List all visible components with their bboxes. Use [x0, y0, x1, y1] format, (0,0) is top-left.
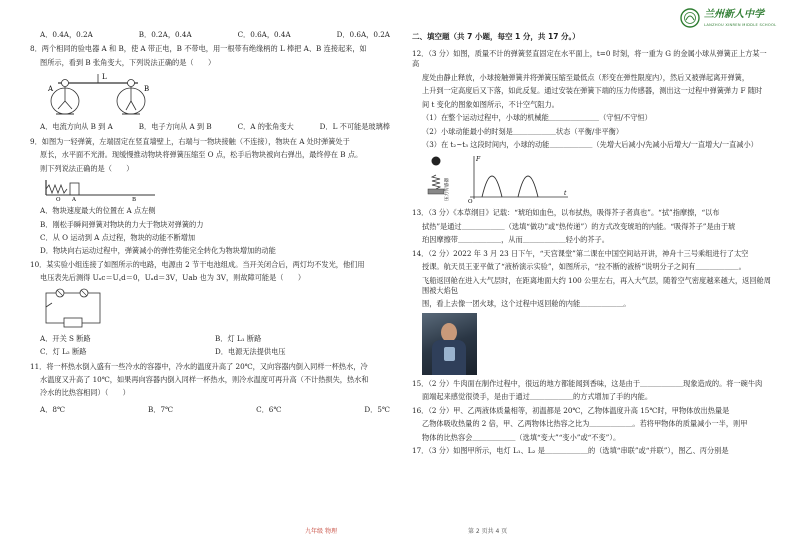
logo-text: 兰州新人中学 [704, 9, 764, 21]
q10-stem-1: 10．某实验小组连接了如图所示的电路，电源由 2 节干电池组成。当开关闭合后，两灯均不发光，他们用 [30, 259, 365, 269]
q13-stem-3: 珀因摩擦带＿＿＿＿＿＿，从而＿＿＿＿＿＿轻小的芥子。 [422, 235, 609, 245]
page-number: 第 2 页共 4 页 [468, 528, 508, 535]
logo-subtitle: LANZHOU XINREN MIDDLE SCHOOL [704, 22, 777, 27]
q7-choices [30, 30, 390, 40]
q9-stem-1: 9．如图为一轻弹簧，左端固定在竖直墙壁上，右端与一物块接触（不连接），物块在 A 处时弹簧处于 [30, 136, 350, 146]
question-12 [412, 49, 772, 204]
q10-choice-b: B．灯 L₁ 断路 [215, 333, 262, 343]
footer-grade: 九年级 [305, 528, 324, 535]
label-l: L [102, 73, 107, 82]
q13-stem-2: 拭热”是通过＿＿＿＿＿＿（选填“做功”或“热传递”）的方式改变琥珀的内能。“吸得芥子”是由于琥 [422, 221, 736, 231]
q8-stem-1: 8．两个相同的验电器 A 和 B，使 A 带正电，B 不带电，用一根带有绝缘柄的 L 棒把 A、B 连接起来，如 [30, 44, 367, 54]
q11-choices [30, 405, 390, 415]
q17-stem-1: 17．（3 分）如图甲所示，电灯 L₁、L₂ 是＿＿＿＿＿＿的（选填“串联”或“并联”），图乙、丙分别是 [412, 446, 729, 456]
astronaut-photo [422, 313, 477, 375]
q10-choice-d: D．电源无法提供电压 [215, 347, 286, 357]
section-title: 二、填空题（共 7 小题，每空 1 分，共 17 分。） [412, 32, 580, 41]
label-o: O [56, 197, 61, 202]
q12-sub-1: （1）在整个运动过程中，小球的机械能＿＿＿＿＿＿＿（守恒/不守恒） [422, 113, 652, 123]
q10-choices [30, 334, 390, 358]
label-b: B [132, 197, 137, 202]
graph-f-label: F [476, 156, 481, 164]
q7-choice-d: D．0.6A，0.2A [336, 30, 390, 39]
q12-stem-2: 度处由静止释放，小球接触弹簧并将弹簧压缩至最低点（形变在弹性限度内），然后又被弹起离开弹簧， [422, 72, 750, 82]
q14-stem-1: 14．（2 分）2022 年 3 月 23 日下午，“天宫课堂”第二课在中国空间站开讲，神舟十三号乘组进行了太空 [412, 248, 749, 258]
q7-choice-c: C．0.6A，0.4A [237, 30, 291, 39]
q12-stem-4: 间 t 变化的图象如图所示，不计空气阻力。 [422, 99, 559, 109]
label-a: A [72, 197, 76, 202]
q10-choice-a: A．开关 S 断路 [40, 333, 91, 343]
left-column [30, 30, 390, 419]
q8-stem-2: 图所示，看到 B 张角变大，下列说法正确的是（ ） [40, 57, 216, 67]
graph-o-label: O [468, 199, 473, 204]
q12-sub-3: （3）在 t₂~t₃ 这段时间内，小球的动能＿＿＿＿＿＿（先增大后减小/先减小后增大/一直增大/一直减小） [422, 139, 758, 149]
q10-choice-c: C．灯 L₂ 断路 [40, 347, 87, 357]
q9-choice-d: D．物块向右运动过程中，弹簧减小的弹性势能完全转化为物块增加的动能 [40, 246, 276, 256]
q14-stem-4: 围，看上去像一团火球，这个过程中返回舱的内能＿＿＿＿＿＿。 [422, 299, 631, 309]
q9-stem-3: 则下列说法正确的是（ ） [40, 163, 134, 173]
question-15 [412, 379, 772, 403]
q8-choice-a: A．电流方向从 B 到 A [40, 122, 113, 132]
question-8 [30, 44, 390, 132]
q14-stem-3: 飞船返回舱在进入大气层时，在距离地面大约 100 公里左右，再入大气层，随着空气密度越来越大，返回舱周围被大焰包 [422, 275, 771, 295]
q11-choice-a: A．8℃ [40, 404, 65, 414]
q12-stem-3: 上升到一定高度后又下落，如此反复。通过安装在弹簧下端的压力传感器，测出这一过程中弹簧弹力 F 随时 [422, 86, 763, 96]
q16-stem-1: 16．（2 分）甲、乙两液体质量相等，初温都是 20℃，乙物体温度升高 15℃时，甲物体放出热量是 [412, 405, 730, 415]
q13-stem-1: 13．（3 分）《本草纲目》记载：“琥珀如血色，以布拭热，吸得芥子者真也”。“拭”指摩擦，“以布 [412, 208, 720, 218]
footer-subject: 物理 [324, 528, 337, 535]
q10-stem-2: 电压表先后测得 Uₐc＝U꜀d＝0，Uₐd＝3V，Uab 也为 3V，则故障可能是（ ） [40, 273, 306, 283]
spring-block-figure [40, 177, 160, 201]
question-9 [30, 137, 390, 257]
q11-stem-3: 冷水的比热容相同）（ ） [40, 388, 130, 398]
q15-stem-1: 15．（2 分）牛肉面在制作过程中，很远的地方都能闻到香味，这是由于＿＿＿＿＿＿现象造成的。将一碗牛肉 [412, 378, 763, 388]
school-logo [680, 8, 776, 28]
q16-stem-2: 乙物体吸收热量的 2 倍，甲、乙两物体比热容之比为＿＿＿＿＿＿。若将甲物体的质量减小一半，则甲 [422, 419, 748, 429]
q11-stem-2: 水温度又升高了 10℃，如果再向容器内倒入同样一杯热水，则冷水温度可再升高（不计热损失，热水和 [40, 375, 369, 384]
spring-force-figure [422, 153, 572, 203]
graph-t-label: t [564, 190, 567, 198]
sensor-label: 压力传感器 [445, 178, 450, 202]
q11-choice-d: D．5℃ [364, 404, 390, 414]
circuit-figure [40, 287, 110, 329]
q16-stem-3: 物体的比热容会＿＿＿＿＿＿（选填“变大”“变小”或“不变”）。 [422, 432, 621, 442]
left-footer [305, 528, 337, 537]
q14-stem-2: 授课。航天员王亚平做了“液桥演示实验”，如图所示，“拉不断的液桥”说明分子之间有＿＿＿＿＿＿。 [422, 262, 746, 272]
q8-choice-d: D．L 不可能是玻璃棒 [319, 122, 390, 132]
q9-choice-a: A．物块速度最大的位置在 A 点左侧 [40, 206, 156, 216]
label-b: B [144, 85, 150, 94]
q11-stem-1: 11．将一杯热水倒入盛有一些冷水的容器中，冷水的温度升高了 20℃，又向容器内倒入同样一杯热水，冷 [30, 361, 368, 371]
school-emblem-icon [680, 8, 700, 28]
question-10 [30, 260, 390, 358]
q7-choice-b: B．0.2A，0.4A [138, 30, 192, 39]
q12-sub-2: （2）小球动能最小的时刻是＿＿＿＿＿＿状态（平衡/非平衡） [422, 126, 624, 136]
q9-stem-2: 原长，水平面不光滑。现缓慢推动物块将弹簧压缩至 O 点，松手后物块被向右弹出，最终停在 B 点。 [40, 150, 363, 160]
q8-choice-b: B．电子方向从 A 到 B [138, 122, 212, 132]
right-column [412, 30, 772, 460]
question-16 [412, 406, 772, 443]
q12-stem-1: 12．（3 分）如图，质量不计的弹簧竖直固定在水平面上，t=0 时刻，将一重为 G 的金属小球从弹簧正上方某一高 [412, 48, 767, 69]
electroscope-figure [40, 71, 160, 117]
q7-choice-a: A．0.4A，0.2A [40, 30, 93, 39]
question-14 [412, 249, 772, 375]
q11-choice-c: C．6℃ [256, 404, 282, 414]
question-13 [412, 208, 772, 245]
q15-stem-2: 面端起来感觉很烫手，是由于通过＿＿＿＿＿＿的方式增加了手的内能。 [422, 392, 653, 402]
q9-choice-b: B．刚松手瞬间弹簧对物块的力大于物块对弹簧的力 [40, 219, 204, 229]
q9-choice-c: C．从 O 运动到 A 点过程，物块的动能不断增加 [40, 232, 196, 242]
question-17 [412, 446, 772, 456]
q11-choice-b: B．7℃ [148, 404, 174, 414]
q8-choices [30, 122, 390, 132]
label-a: A [48, 85, 54, 94]
question-11 [30, 362, 390, 416]
q8-choice-c: C．A 的张角变大 [237, 122, 294, 132]
